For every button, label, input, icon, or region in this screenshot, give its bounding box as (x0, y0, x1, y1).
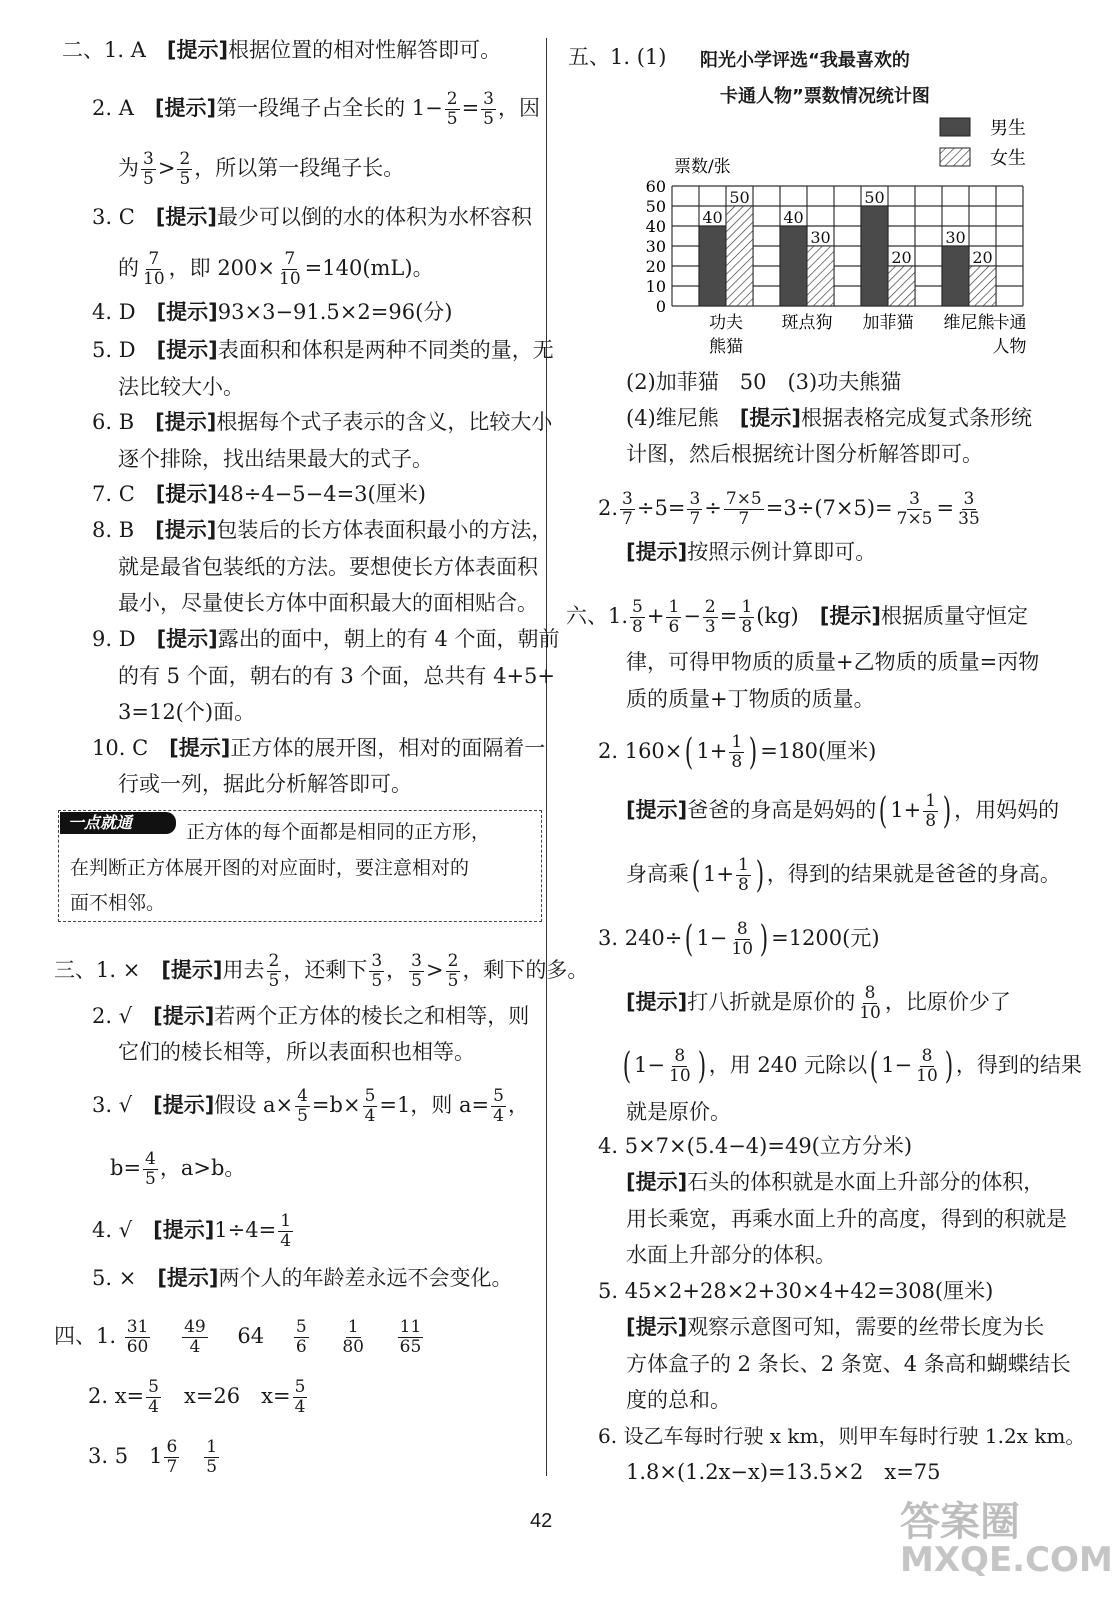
bar-boys (942, 246, 969, 306)
tip-line-3: 面不相邻。 (70, 892, 166, 914)
answer-6-1: 六、1. $\frac{5}{8}$ + $\frac{1}{6}$ − $\frac{2}{3}$ = $\frac{1}{8}$ (kg) [提示]根据质量守恒定 (566, 597, 1028, 637)
answer-6-5-hint: [提示]观察示意图可知，需要的丝带长度为长 (626, 1315, 1045, 1339)
answer-6-2-hint: [提示]爸爸的身高是妈妈的( 1+ $\frac{1}{8}$ ) ，用妈妈的 (626, 790, 1060, 832)
answer-2-7: 7. C [提示]48÷4−5−4=3(厘米) (92, 482, 426, 506)
answer-6-1-cont1: 律，可得甲物质的质量+乙物质的质量=丙物 (626, 650, 1040, 674)
data-label-boys: 40 (702, 208, 723, 227)
answer-6-1-cont2: 质的质量+丁物质的质量。 (626, 687, 875, 711)
answer-4-3: 3. 5 1 $\frac{6}{7}$ $\frac{1}{5}$ (88, 1437, 218, 1477)
data-label-girls: 50 (729, 188, 750, 207)
answer-6-3-hint: [提示]打八折就是原价的 $\frac{8}{10}$ ，比原价少了 (626, 983, 1011, 1023)
column-divider (546, 38, 547, 1476)
answer-6-5-hint-cont2: 度的总和。 (626, 1388, 731, 1412)
answer-3-1: 三、1. × [提示]用去 $\frac{2}{5}$ ，还剩下 $\frac{3}{5}$ ， $\frac{3}{5}$ > $\frac{2}{5}$ ，剩下的多。 (54, 951, 589, 991)
answer-6-5: 5. 45×2+28×2+30×4+42=308(厘米) (598, 1279, 994, 1303)
answer-2-5-cont: 法比较大小。 (118, 375, 244, 399)
answer-5-1-4: (4)维尼熊 [提示]根据表格完成复式条形统 (626, 406, 1032, 430)
bar-girls (726, 206, 753, 306)
bar-boys (861, 206, 888, 306)
answer-2-10: 10. C [提示]正方体的展开图，相对的面隔着一 (92, 736, 546, 760)
answer-2-9-cont1: 的有 5 个面，朝右的有 3 个面，总共有 4+5+ (118, 664, 556, 688)
answer-4-2: 2. x= $\frac{5}{4}$ x=26 x= $\frac{5}{4}$ (88, 1377, 306, 1417)
answer-2-2-cont: 为 $\frac{3}{5}$ > $\frac{2}{5}$ ，所以第一段绳子长。 (118, 149, 405, 189)
bar-boys (699, 226, 726, 306)
answer-2-3-cont: 的 $\frac{7}{10}$ ，即 200× $\frac{7}{10}$ =140(mL)。 (118, 249, 434, 289)
bar-boys (780, 226, 807, 306)
watermark-url: MXQE.COM (900, 1540, 1113, 1580)
y-tick-label: 60 (645, 177, 666, 196)
page-number: 42 (530, 1510, 553, 1532)
chart-title-line-2: 卡通人物”票数情况统计图 (720, 86, 930, 107)
answer-3-3: 3. √ [提示]假设 a× $\frac{4}{5}$ =b× $\frac{5}{4}$ =1，则 a= $\frac{5}{4}$ ， (92, 1086, 529, 1126)
data-label-boys: 40 (783, 208, 804, 227)
y-tick-label: 0 (655, 297, 666, 316)
answer-6-4-hint: [提示]石头的体积就是水面上升部分的体积， (626, 1170, 1045, 1194)
answer-2-8: 8. B [提示]包装后的长方体表面积最小的方法， (92, 518, 553, 542)
answer-3-5: 5. × [提示]两个人的年龄差永远不会变化。 (92, 1266, 513, 1290)
x-category-label: 斑点狗 (781, 313, 833, 333)
answer-6-3-hint-cont: ( 1− $\frac{8}{10}$ ) ，用 240 元除以( 1− $\frac{8}{10}$ ) ，得到的结果 (622, 1045, 1082, 1087)
answer-2-9: 9. D [提示]露出的面中，朝上的有 4 个面，朝前 (92, 627, 560, 651)
answer-2-1: 二、1. A [提示]根据位置的相对性解答即可。 (62, 38, 502, 62)
y-tick-label: 30 (645, 237, 666, 256)
data-label-girls: 20 (891, 248, 912, 267)
answer-2-6-cont: 逐个排除，找出结果最大的式子。 (118, 447, 433, 471)
data-label-girls: 20 (972, 248, 993, 267)
answer-5-1-2-3: (2)加菲猫 50 (3)功夫熊猫 (626, 370, 902, 394)
y-axis-label: 票数/张 (674, 157, 731, 177)
y-tick-label: 40 (645, 217, 666, 236)
y-tick-label: 50 (645, 197, 666, 216)
x-category-label: 功夫 (709, 313, 743, 333)
answer-2-9-cont2: 3=12(个)面。 (118, 700, 256, 724)
answer-5-2: 2. $\frac{3}{7}$ ÷5= $\frac{3}{7}$ ÷ $\frac{7\times 5}{7}$ =3÷(7×5)= $\frac{3}{7\times 5}$ = $\frac{3}{35}$ (598, 489, 980, 529)
x-category-label: 人物 (992, 337, 1027, 357)
legend-label-girls: 女生 (990, 148, 1026, 169)
answer-2-5: 5. D [提示]表面积和体积是两种不同类的量，无 (92, 338, 554, 362)
answer-6-6-cont: 1.8×(1.2x−x)=13.5×2 x=75 (626, 1460, 941, 1484)
bar-girls (969, 266, 996, 306)
answer-2-6: 6. B [提示]根据每个式子表示的含义，比较大小 (92, 410, 553, 434)
y-tick-label: 10 (645, 277, 666, 296)
answer-3-3-cont: b= $\frac{4}{5}$ ，a>b。 (110, 1149, 246, 1189)
x-category-label: 维尼熊 (943, 313, 995, 333)
answer-3-4: 4. √ [提示]1÷4= $\frac{1}{4}$ (92, 1211, 292, 1251)
answer-4-1: 四、1. $\frac{31}{60}$ $\frac{49}{4}$ 64 $\frac{5}{6}$ $\frac{1}{80}$ $\frac{11}{65}$ (54, 1317, 422, 1357)
watermark-logo: 答案圈 (900, 1499, 1020, 1545)
answer-2-3: 3. C [提示]最少可以倒的水的体积为水杯容积 (92, 205, 532, 229)
legend-label-boys: 男生 (990, 118, 1026, 139)
answer-5-2-hint: [提示]按照示例计算即可。 (626, 540, 877, 564)
answer-2-8-cont2: 最小，尽量使长方体中面积最大的面相贴合。 (118, 591, 538, 615)
bar-chart (610, 110, 1060, 360)
bar-girls (888, 266, 915, 306)
x-category-label: 卡通 (992, 313, 1027, 333)
legend-swatch-girls (940, 148, 970, 166)
data-label-boys: 50 (864, 188, 885, 207)
legend-swatch-boys (940, 118, 970, 136)
answer-3-2-cont: 它们的棱长相等，所以表面积也相等。 (118, 1040, 475, 1064)
chart-title-line-1: 阳光小学评选“我最喜欢的 (700, 50, 910, 71)
tip-line-1: 正方体的每个面都是相同的正方形， (186, 821, 491, 843)
answer-6-2: 2. 160×( 1+ $\frac{1}{8}$ ) =180(厘米) (598, 731, 877, 773)
tip-line-2: 在判断正方体展开图的对应面时，要注意相对的 (70, 857, 470, 879)
answer-5-1-head: 五、1. (1) (568, 45, 667, 69)
answer-3-2: 2. √ [提示]若两个正方体的棱长之和相等，则 (92, 1004, 530, 1028)
x-category-label: 熊猫 (709, 337, 743, 357)
bar-girls (807, 246, 834, 306)
answer-6-3-hint-end: 就是原价。 (626, 1100, 731, 1124)
answer-6-5-hint-cont1: 方体盒子的 2 条长、2 条宽、4 条高和蝴蝶结长 (626, 1352, 1071, 1376)
answer-6-6: 6. 设乙车每时行驶 x km，则甲车每时行驶 1.2x km。 (598, 1424, 1086, 1448)
answer-6-3: 3. 240÷( 1− $\frac{8}{10}$ ) =1200(元) (598, 918, 880, 960)
data-label-boys: 30 (945, 228, 966, 247)
x-category-label: 加菲猫 (862, 313, 914, 333)
data-label-girls: 30 (810, 228, 831, 247)
answer-5-1-4-cont: 计图，然后根据统计图分析解答即可。 (626, 442, 983, 466)
answer-6-4-hint-cont2: 水面上升部分的体积。 (626, 1243, 836, 1267)
answer-2-4: 4. D [提示]93×3−91.5×2=96(分) (92, 300, 453, 324)
answer-6-4: 4. 5×7×(5.4−4)=49(立方分米) (598, 1134, 913, 1158)
answer-2-10-cont: 行或一列，据此分析解答即可。 (118, 772, 412, 796)
answer-2-2: 2. A [提示]第一段绳子占全长的 1− $\frac{2}{5}$ = $\frac{3}{5}$ ，因 (92, 89, 540, 129)
y-tick-label: 20 (645, 257, 666, 276)
answer-2-8-cont1: 就是最省包装纸的方法。要想使长方体表面积 (118, 555, 538, 579)
answer-6-4-hint-cont1: 用长乘宽，再乘水面上升的高度，得到的积就是 (626, 1207, 1067, 1231)
answer-6-2-hint-cont: 身高乘( 1+ $\frac{1}{8}$ ) ，得到的结果就是爸爸的身高。 (626, 854, 1061, 896)
tip-badge: 一点就通 (60, 812, 176, 834)
